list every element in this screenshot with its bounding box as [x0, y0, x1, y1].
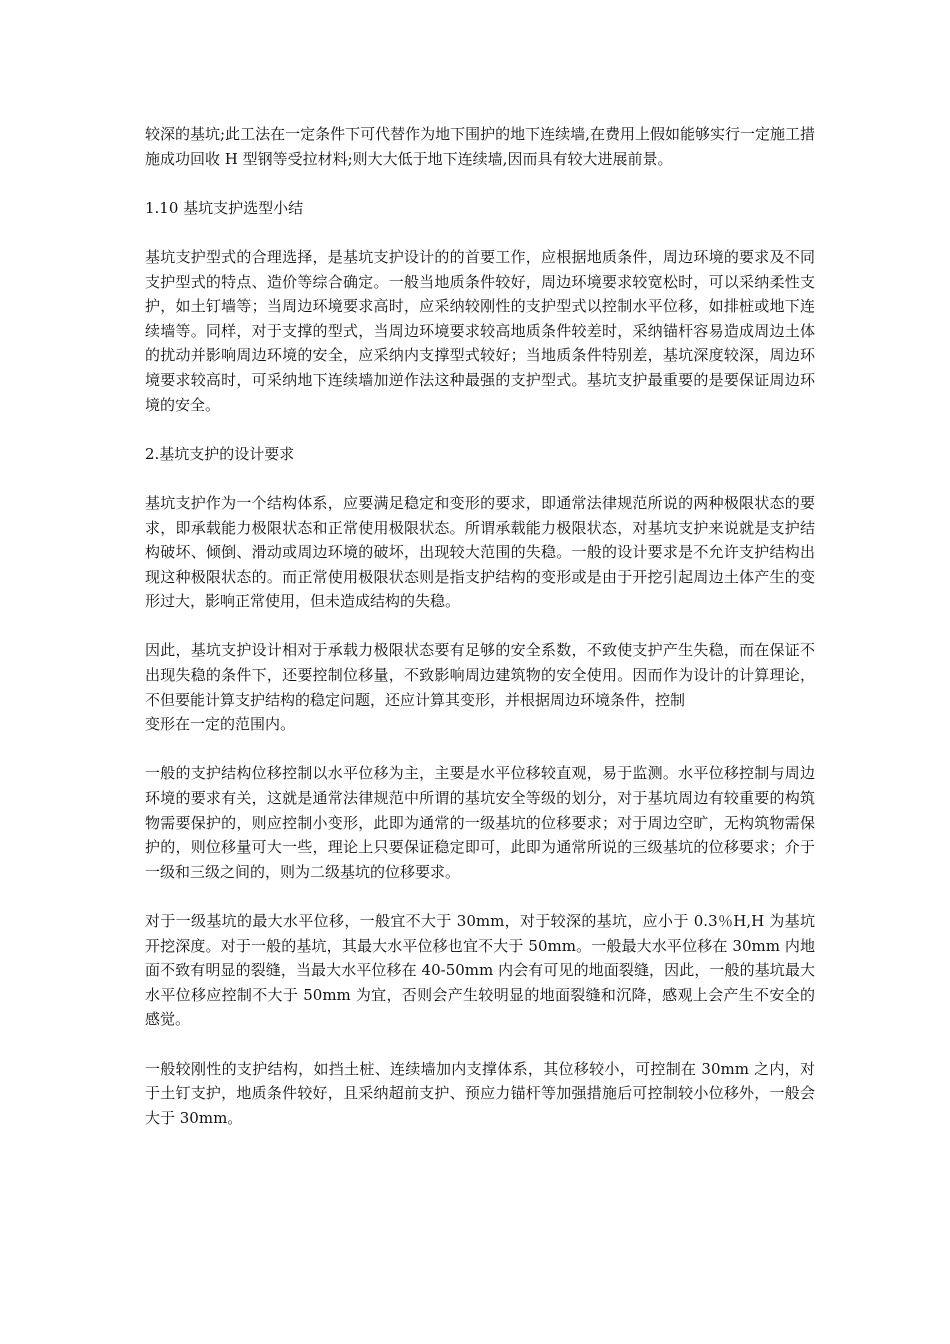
- paragraph-horizontal-displacement: 一般的支护结构位移控制以水平位移为主，主要是水平位移较直观，易于监测。水平位移控制与周边环境的要求有关，这就是通常法律规范中所谓的基坑安全等级的划分，对于基坑周边有较重要的构筑物需要保护的，则应控制小变形，此即为通常的一级基坑的位移要求；对于周边空旷，无构筑物需保护的，则位移量可大一些，理论上只要保证稳定即可，此即为通常所说的三级基坑的位移要求；介于一级和三级之间的，则为二级基坑的位移要求。: [145, 764, 815, 881]
- section-heading-1-10: 1.10 基坑支护选型小结: [145, 198, 304, 217]
- section-heading-2: 2.基坑支护的设计要求: [145, 444, 295, 463]
- paragraph-displacement-limits: 对于一级基坑的最大水平位移，一般宜不大于 30mm，对于较深的基坑，应小于 0.3％H,H 为基坑开挖深度。对于一般的基坑，其最大水平位移也宜不大于 50mm。一般最大水平位移在 30mm 内地面不致有明显的裂缝，当最大水平位移在 40-50mm 内会有可见的地面裂缝，因此，一般的基坑最大水平位移应控制不大于 50mm 为宜，否则会产生较明显的地面裂缝和沉降，感观上会产生不安全的感觉。: [145, 912, 815, 1029]
- paragraph-limit-states: 基坑支护作为一个结构体系，应要满足稳定和变形的要求，即通常法律规范所说的两种极限状态的要求，即承载能力极限状态和正常使用极限状态。所谓承载能力极限状态，对基坑支护来说就是支护结构破坏、倾倒、滑动或周边环境的破坏，出现较大范围的失稳。一般的设计要求是不允许支护结构出现这种极限状态的。而正常使用极限状态则是指支护结构的变形或是由于开挖引起周边土体产生的变形过大，影响正常使用，但未造成结构的失稳。: [145, 493, 815, 611]
- document-page: [145, 122, 815, 1155]
- paragraph-line: 因此，基坑支护设计相对于承载力极限状态要有足够的安全系数，不致使支护产生失稳，而在保证不出现失稳的条件下，还要控制位移量，不致影响周边建筑物的安全使用。因而作为设计的计算理论，不但要能计算支护结构的稳定问题，还应计算其变形，并根据周边环境条件，控制: [145, 641, 815, 709]
- paragraph-line: 变形在一定的范围内。: [145, 715, 296, 734]
- paragraph-selection-summary: 基坑支护型式的合理选择，是基坑支护设计的的首要工作，应根据地质条件，周边环境的要求及不同支护型式的特点、造价等综合确定。一般当地质条件较好，周边环境要求较宽松时，可以采纳柔性支护，如土钉墙等；当周边环境要求高时，应采纳较刚性的支护型式以控制水平位移，如排桩或地下连续墙等。同样，对于支撑的型式，当周边环境要求较高地质条件较差时，采纳锚杆容易造成周边土体的扰动并影响周边环境的安全，应采纳内支撑型式较好；当地质条件特别差，基坑深度较深，周边环境要求较高时，可采纳地下连续墙加逆作法这种最强的支护型式。基坑支护最重要的是要保证周边环境的安全。: [145, 247, 815, 414]
- paragraph-rigid-support: 一般较刚性的支护结构，如挡土桩、连续墙加内支撑体系，其位移较小，可控制在 30mm 之内，对于土钉支护，地质条件较好，且采纳超前支护、预应力锚杆等加强措施后可控制较小位移外，一般会大于 30mm。: [145, 1059, 815, 1127]
- paragraph-deformation-control: [145, 638, 815, 736]
- paragraph-intro-continuation: 较深的基坑;此工法在一定条件下可代替作为地下围护的地下连续墙,在费用上假如能够实行一定施工措施成功回收 H 型钢等受拉材料;则大大低于地下连续墙,因而具有较大进展前景。: [145, 125, 815, 168]
